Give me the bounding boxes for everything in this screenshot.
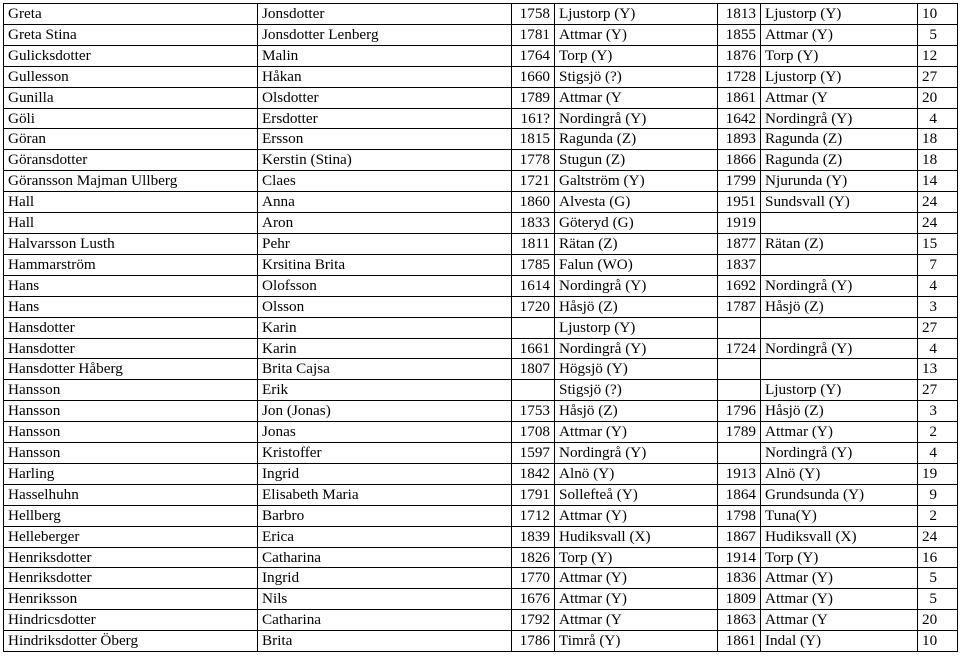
table-row [4,547,958,568]
table-row [4,66,958,87]
last-name-cell: Greta [4,4,258,25]
table-row [4,401,958,422]
death-place-cell: Attmar (Y [761,87,918,108]
birth-place-cell: Attmar (Y [555,87,718,108]
birth-place-cell: Sollefteå (Y) [555,484,718,505]
first-name-cell: Jon (Jonas) [258,401,512,422]
last-name-cell: Hansdotter [4,338,258,359]
death-place-cell [761,213,918,234]
death-year-cell: 1864 [718,484,761,505]
last-name-cell: Hall [4,192,258,213]
death-place-cell: Attmar (Y) [761,24,918,45]
last-name-cell: Hellberg [4,505,258,526]
first-name-cell: Anna [258,192,512,213]
death-year-cell [718,359,761,380]
count-cell: 10 [918,4,958,25]
first-name-cell: Barbro [258,505,512,526]
count-cell: 20 [918,610,958,631]
first-name-cell: Olsson [258,296,512,317]
birth-place-cell: Håsjö (Z) [555,296,718,317]
table-row [4,24,958,45]
death-place-cell: Nordingrå (Y) [761,443,918,464]
death-place-cell: Alnö (Y) [761,463,918,484]
table-row [4,192,958,213]
birth-place-cell: Nordingrå (Y) [555,108,718,129]
birth-year-cell: 1785 [512,254,555,275]
birth-year-cell: 1811 [512,233,555,254]
count-cell: 24 [918,213,958,234]
birth-place-cell: Stigsjö (?) [555,66,718,87]
last-name-cell: Hans [4,296,258,317]
death-year-cell: 1914 [718,547,761,568]
count-cell: 5 [918,24,958,45]
birth-place-cell: Håsjö (Z) [555,401,718,422]
table-row [4,213,958,234]
last-name-cell: Henriksdotter [4,547,258,568]
table-row [4,505,958,526]
birth-place-cell: Stugun (Z) [555,150,718,171]
last-name-cell: Helleberger [4,526,258,547]
birth-year-cell: 1720 [512,296,555,317]
death-year-cell: 1866 [718,150,761,171]
count-cell: 3 [918,296,958,317]
death-place-cell: Ragunda (Z) [761,129,918,150]
count-cell: 2 [918,505,958,526]
death-year-cell: 1867 [718,526,761,547]
birth-year-cell: 1833 [512,213,555,234]
table-row [4,254,958,275]
count-cell: 4 [918,338,958,359]
first-name-cell: Kerstin (Stina) [258,150,512,171]
birth-year-cell: 1842 [512,463,555,484]
table-row [4,296,958,317]
count-cell: 18 [918,150,958,171]
last-name-cell: Gunilla [4,87,258,108]
death-year-cell: 1855 [718,24,761,45]
last-name-cell: Hindriksdotter Öberg [4,631,258,652]
death-place-cell: Ragunda (Z) [761,150,918,171]
death-place-cell: Indal (Y) [761,631,918,652]
death-year-cell: 1724 [718,338,761,359]
last-name-cell: Gullesson [4,66,258,87]
birth-year-cell: 1660 [512,66,555,87]
birth-year-cell: 1789 [512,87,555,108]
last-name-cell: Göransson Majman Ullberg [4,171,258,192]
birth-place-cell: Attmar (Y) [555,589,718,610]
death-year-cell: 1796 [718,401,761,422]
death-place-cell: Njurunda (Y) [761,171,918,192]
table-row [4,422,958,443]
death-year-cell [718,380,761,401]
last-name-cell: Hall [4,213,258,234]
birth-year-cell: 1807 [512,359,555,380]
birth-year-cell: 1860 [512,192,555,213]
death-place-cell: Sundsvall (Y) [761,192,918,213]
birth-year-cell: 1758 [512,4,555,25]
last-name-cell: Harling [4,463,258,484]
death-place-cell: Torp (Y) [761,45,918,66]
first-name-cell: Håkan [258,66,512,87]
death-year-cell [718,317,761,338]
death-place-cell: Ljustorp (Y) [761,66,918,87]
last-name-cell: Hindricsdotter [4,610,258,631]
table-row [4,233,958,254]
count-cell: 14 [918,171,958,192]
table-row [4,171,958,192]
first-name-cell: Jonsdotter [258,4,512,25]
birth-year-cell: 1778 [512,150,555,171]
first-name-cell: Ingrid [258,568,512,589]
death-year-cell: 1728 [718,66,761,87]
table-row [4,45,958,66]
table-row [4,129,958,150]
death-place-cell [761,317,918,338]
birth-place-cell: Falun (WO) [555,254,718,275]
last-name-cell: Göransdotter [4,150,258,171]
birth-place-cell: Attmar (Y) [555,505,718,526]
birth-year-cell: 161? [512,108,555,129]
first-name-cell: Brita [258,631,512,652]
death-year-cell: 1798 [718,505,761,526]
birth-place-cell: Ragunda (Z) [555,129,718,150]
death-year-cell: 1863 [718,610,761,631]
count-cell: 4 [918,108,958,129]
death-year-cell: 1836 [718,568,761,589]
death-year-cell: 1799 [718,171,761,192]
count-cell: 27 [918,317,958,338]
death-place-cell: Grundsunda (Y) [761,484,918,505]
death-place-cell: Torp (Y) [761,547,918,568]
first-name-cell: Malin [258,45,512,66]
last-name-cell: Hansdotter [4,317,258,338]
first-name-cell: Olsdotter [258,87,512,108]
birth-place-cell: Ljustorp (Y) [555,317,718,338]
first-name-cell: Karin [258,338,512,359]
death-place-cell: Nordingrå (Y) [761,275,918,296]
death-place-cell: Tuna(Y) [761,505,918,526]
first-name-cell: Krsitina Brita [258,254,512,275]
birth-year-cell: 1753 [512,401,555,422]
birth-year-cell: 1708 [512,422,555,443]
birth-year-cell: 1792 [512,610,555,631]
count-cell: 4 [918,443,958,464]
birth-year-cell: 1661 [512,338,555,359]
count-cell: 16 [918,547,958,568]
count-cell: 4 [918,275,958,296]
table-row [4,484,958,505]
table-row [4,463,958,484]
count-cell: 20 [918,87,958,108]
first-name-cell: Catharina [258,547,512,568]
table-row [4,338,958,359]
death-place-cell: Nordingrå (Y) [761,338,918,359]
birth-year-cell: 1676 [512,589,555,610]
count-cell: 15 [918,233,958,254]
table-row [4,631,958,652]
death-place-cell [761,359,918,380]
death-year-cell: 1642 [718,108,761,129]
death-year-cell: 1951 [718,192,761,213]
death-year-cell: 1876 [718,45,761,66]
first-name-cell: Jonas [258,422,512,443]
birth-place-cell: Torp (Y) [555,547,718,568]
birth-place-cell: Alnö (Y) [555,463,718,484]
birth-place-cell: Attmar (Y) [555,24,718,45]
death-year-cell: 1893 [718,129,761,150]
count-cell: 9 [918,484,958,505]
count-cell: 27 [918,380,958,401]
death-year-cell: 1861 [718,87,761,108]
death-place-cell: Håsjö (Z) [761,296,918,317]
first-name-cell: Jonsdotter Lenberg [258,24,512,45]
last-name-cell: Göli [4,108,258,129]
birth-year-cell [512,317,555,338]
last-name-cell: Henriksson [4,589,258,610]
birth-year-cell: 1791 [512,484,555,505]
death-place-cell [761,254,918,275]
birth-year-cell: 1826 [512,547,555,568]
table-row [4,317,958,338]
last-name-cell: Halvarsson Lusth [4,233,258,254]
count-cell: 27 [918,66,958,87]
count-cell: 7 [918,254,958,275]
death-year-cell: 1813 [718,4,761,25]
table-row [4,443,958,464]
birth-year-cell: 1786 [512,631,555,652]
death-place-cell: Håsjö (Z) [761,401,918,422]
last-name-cell: Hasselhuhn [4,484,258,505]
death-place-cell: Attmar (Y) [761,422,918,443]
birth-year-cell: 1839 [512,526,555,547]
death-place-cell: Attmar (Y) [761,568,918,589]
first-name-cell: Pehr [258,233,512,254]
birth-place-cell: Attmar (Y [555,610,718,631]
count-cell: 24 [918,192,958,213]
death-year-cell: 1913 [718,463,761,484]
count-cell: 3 [918,401,958,422]
count-cell: 10 [918,631,958,652]
table-row [4,380,958,401]
last-name-cell: Hansson [4,380,258,401]
table-row [4,610,958,631]
birth-place-cell: Nordingrå (Y) [555,338,718,359]
genealogy-table [3,3,958,652]
first-name-cell: Catharina [258,610,512,631]
last-name-cell: Henriksdotter [4,568,258,589]
first-name-cell: Ersdotter [258,108,512,129]
first-name-cell: Ersson [258,129,512,150]
first-name-cell: Elisabeth Maria [258,484,512,505]
first-name-cell: Nils [258,589,512,610]
table-row [4,359,958,380]
count-cell: 5 [918,568,958,589]
table-row [4,589,958,610]
count-cell: 5 [918,589,958,610]
birth-place-cell: Hudiksvall (X) [555,526,718,547]
table-row [4,526,958,547]
count-cell: 2 [918,422,958,443]
first-name-cell: Ingrid [258,463,512,484]
last-name-cell: Hansson [4,401,258,422]
last-name-cell: Hammarström [4,254,258,275]
death-year-cell: 1787 [718,296,761,317]
table-row [4,87,958,108]
birth-year-cell: 1781 [512,24,555,45]
death-place-cell: Attmar (Y) [761,589,918,610]
first-name-cell: Erik [258,380,512,401]
birth-year-cell: 1764 [512,45,555,66]
death-place-cell: Ljustorp (Y) [761,380,918,401]
birth-place-cell: Attmar (Y) [555,422,718,443]
birth-year-cell: 1721 [512,171,555,192]
last-name-cell: Hansdotter Håberg [4,359,258,380]
first-name-cell: Brita Cajsa [258,359,512,380]
table-row [4,108,958,129]
birth-place-cell: Galtström (Y) [555,171,718,192]
count-cell: 24 [918,526,958,547]
death-year-cell: 1877 [718,233,761,254]
birth-year-cell: 1815 [512,129,555,150]
table-row [4,275,958,296]
death-place-cell: Attmar (Y [761,610,918,631]
birth-year-cell: 1712 [512,505,555,526]
birth-place-cell: Rätan (Z) [555,233,718,254]
table-row [4,4,958,25]
death-place-cell: Nordingrå (Y) [761,108,918,129]
death-place-cell: Hudiksvall (X) [761,526,918,547]
birth-place-cell: Högsjö (Y) [555,359,718,380]
birth-place-cell: Nordingrå (Y) [555,443,718,464]
first-name-cell: Claes [258,171,512,192]
last-name-cell: Greta Stina [4,24,258,45]
birth-year-cell [512,380,555,401]
birth-place-cell: Stigsjö (?) [555,380,718,401]
birth-year-cell: 1770 [512,568,555,589]
first-name-cell: Kristoffer [258,443,512,464]
death-year-cell: 1837 [718,254,761,275]
first-name-cell: Karin [258,317,512,338]
birth-place-cell: Nordingrå (Y) [555,275,718,296]
count-cell: 12 [918,45,958,66]
count-cell: 19 [918,463,958,484]
death-year-cell: 1919 [718,213,761,234]
birth-place-cell: Timrå (Y) [555,631,718,652]
last-name-cell: Gulicksdotter [4,45,258,66]
birth-place-cell: Torp (Y) [555,45,718,66]
table-row [4,568,958,589]
birth-place-cell: Attmar (Y) [555,568,718,589]
death-year-cell: 1809 [718,589,761,610]
birth-place-cell: Alvesta (G) [555,192,718,213]
death-year-cell: 1861 [718,631,761,652]
death-year-cell: 1692 [718,275,761,296]
first-name-cell: Erica [258,526,512,547]
count-cell: 18 [918,129,958,150]
death-place-cell: Rätan (Z) [761,233,918,254]
death-year-cell: 1789 [718,422,761,443]
last-name-cell: Hansson [4,422,258,443]
birth-year-cell: 1597 [512,443,555,464]
last-name-cell: Hans [4,275,258,296]
death-year-cell [718,443,761,464]
birth-year-cell: 1614 [512,275,555,296]
death-place-cell: Ljustorp (Y) [761,4,918,25]
count-cell: 13 [918,359,958,380]
table-row [4,150,958,171]
last-name-cell: Hansson [4,443,258,464]
birth-place-cell: Göteryd (G) [555,213,718,234]
table-body [4,4,958,652]
first-name-cell: Olofsson [258,275,512,296]
birth-place-cell: Ljustorp (Y) [555,4,718,25]
last-name-cell: Göran [4,129,258,150]
first-name-cell: Aron [258,213,512,234]
